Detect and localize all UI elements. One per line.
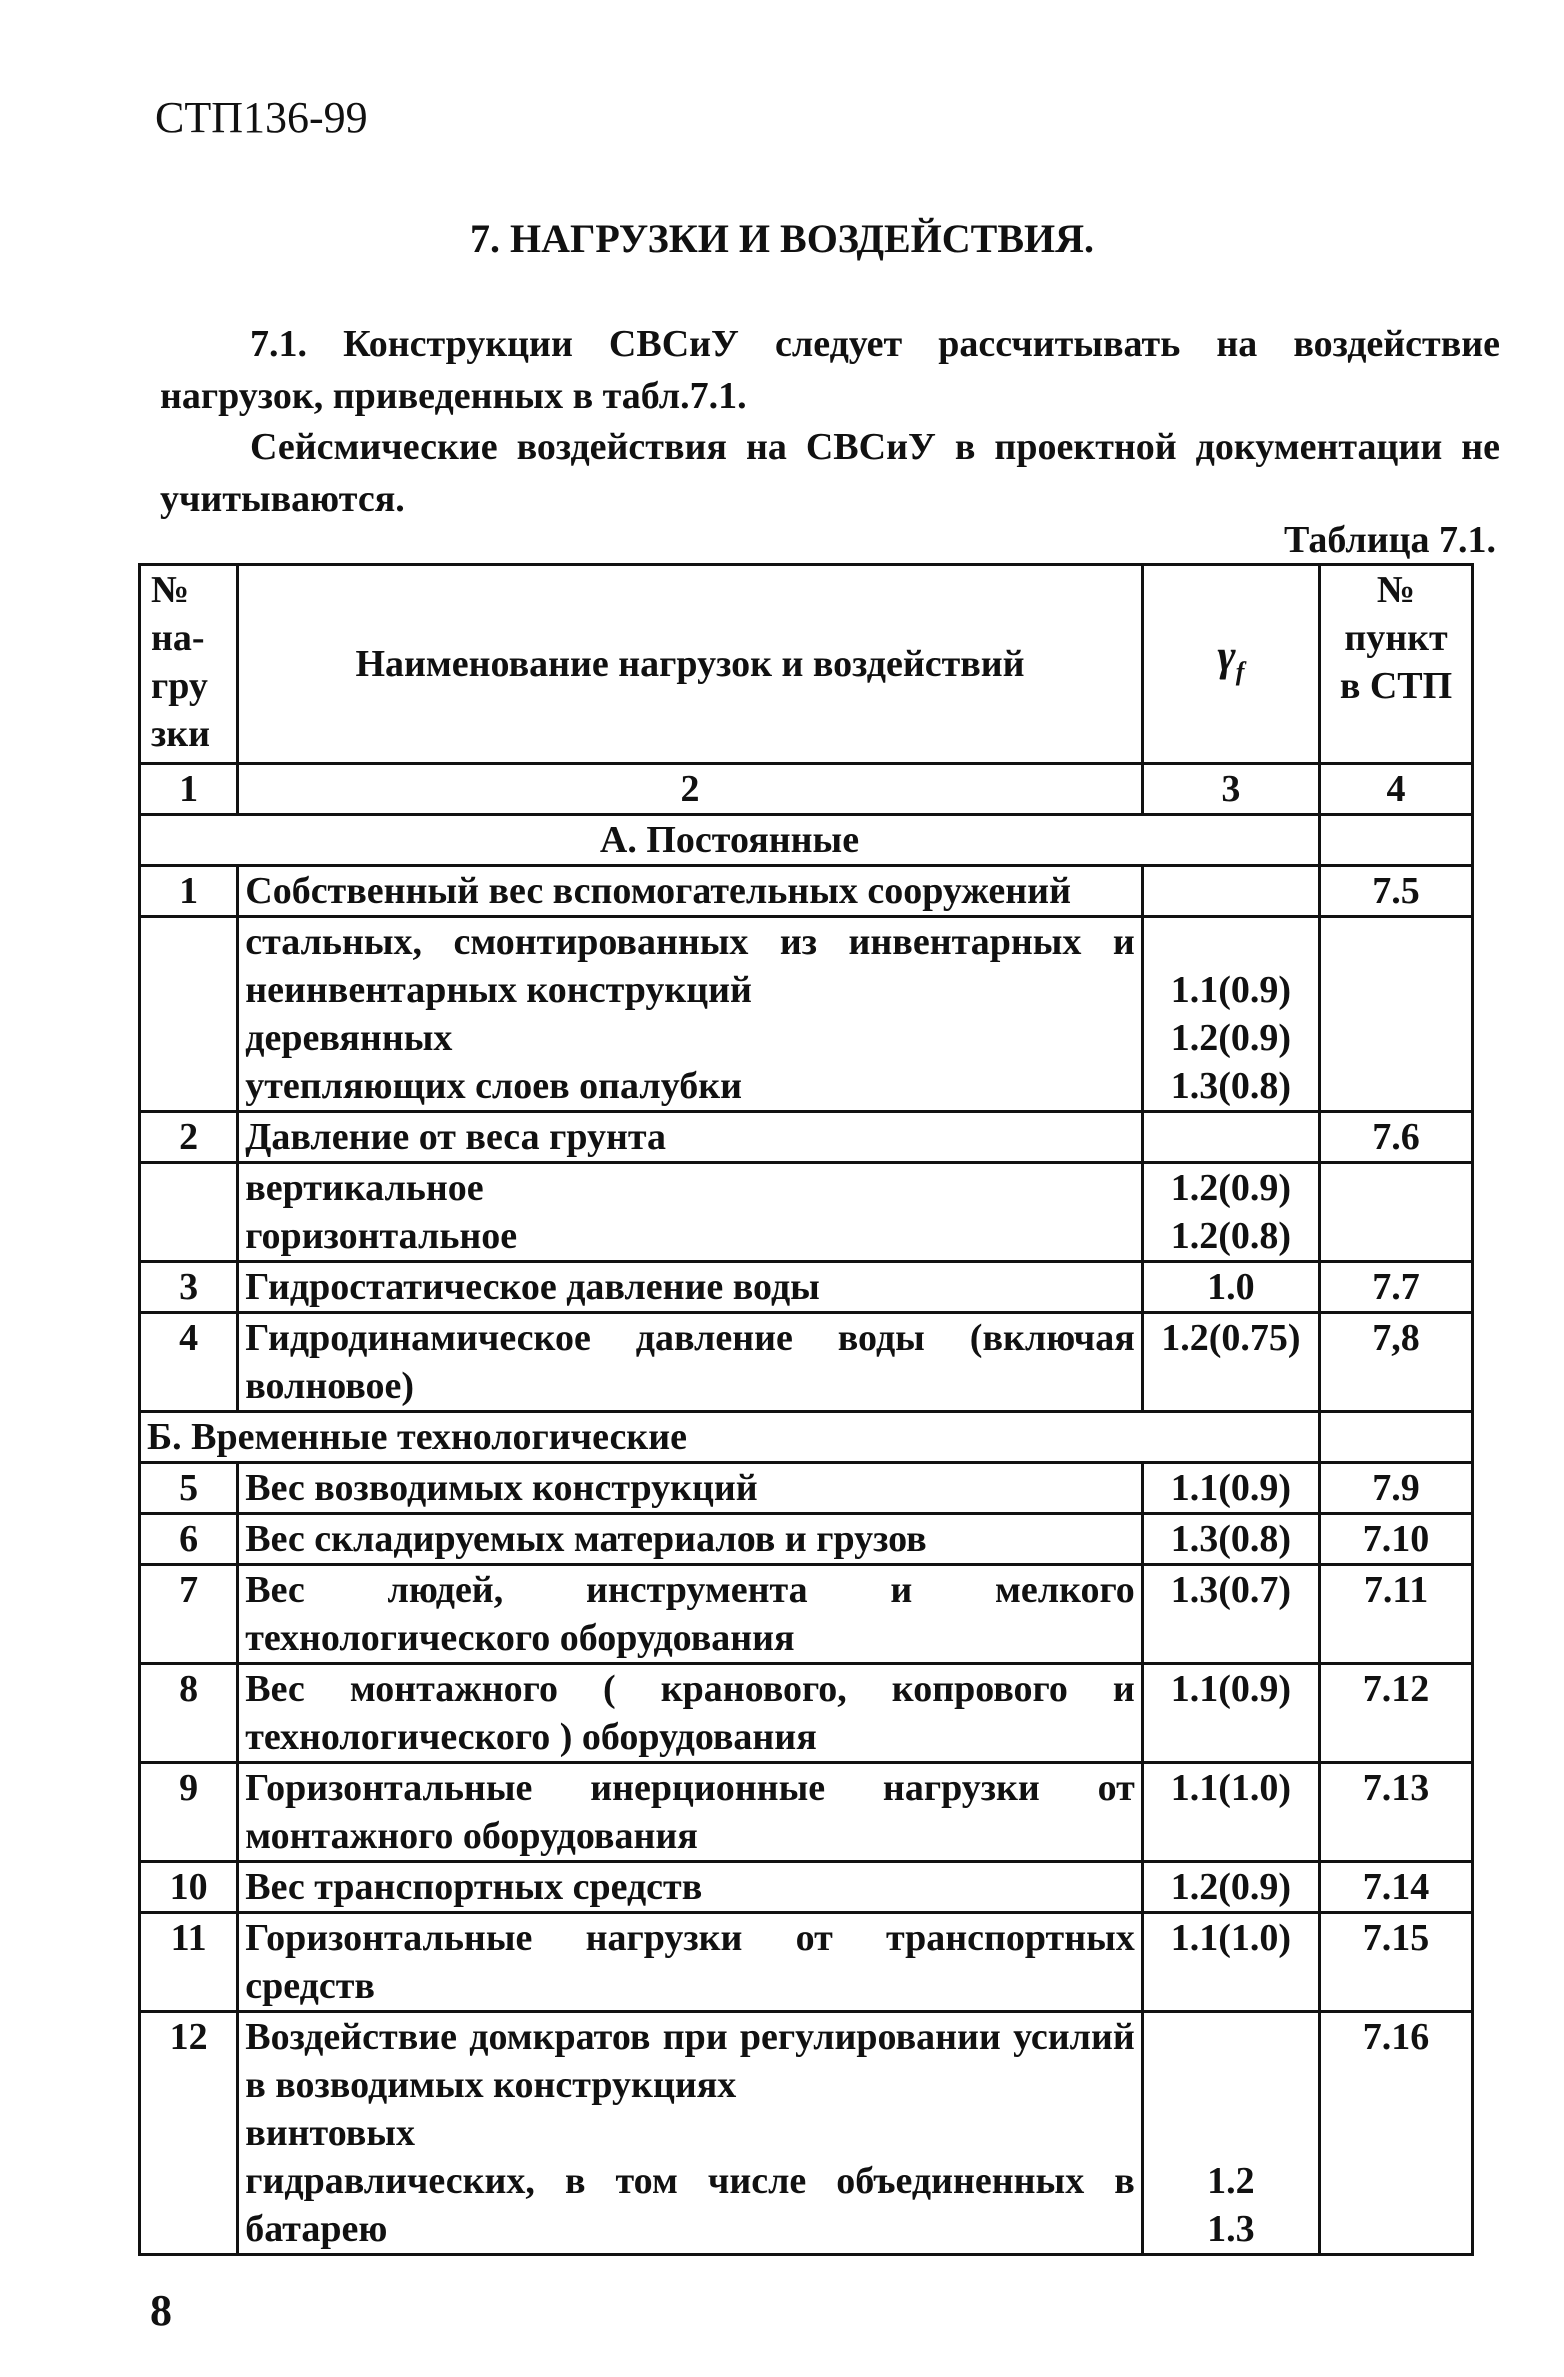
load-number: 4 bbox=[140, 1313, 238, 1412]
load-name-line: Горизонтальные инерционные нагрузки от монтажного оборудования bbox=[245, 1767, 1135, 1857]
gamma-value bbox=[1142, 1862, 1319, 1913]
gamma-value-line: 1.2(0.9) bbox=[1170, 1167, 1292, 1209]
clause-ref: 7.11 bbox=[1320, 1565, 1473, 1664]
load-name bbox=[238, 1664, 1143, 1763]
gamma-value-line bbox=[1150, 2013, 1312, 2061]
load-number bbox=[140, 917, 238, 1112]
gamma-value-line: 1.1(1.0) bbox=[1170, 1917, 1292, 1959]
gamma-value-line: 1.1(0.9) bbox=[1170, 969, 1292, 1011]
load-name-line: Горизонтальные нагрузки от транспортных средств bbox=[245, 1917, 1135, 2007]
header-clause bbox=[1320, 565, 1473, 764]
load-name bbox=[238, 1514, 1143, 1565]
gamma-value bbox=[1142, 1313, 1319, 1412]
header-c1-line: гру bbox=[151, 665, 208, 707]
load-name-line: винтовых bbox=[245, 2112, 415, 2154]
clause-ref: 7.7 bbox=[1320, 1262, 1473, 1313]
load-name-line: вертикальное bbox=[245, 1167, 484, 1209]
table-row bbox=[140, 866, 1473, 917]
header-gamma bbox=[1142, 565, 1319, 764]
load-number: 10 bbox=[140, 1862, 238, 1913]
load-name bbox=[238, 1313, 1143, 1412]
col-number: 2 bbox=[238, 764, 1143, 815]
load-name bbox=[238, 1862, 1143, 1913]
load-name-line: утепляющих слоев опалубки bbox=[245, 1065, 742, 1107]
load-name-line: Вес монтажного ( кранового, копрового и технологического ) оборудования bbox=[245, 1668, 1135, 1758]
gamma-value-line: 1.2(0.75) bbox=[1161, 1317, 1301, 1359]
load-name-line: стальных, смонтированных из инвентарных и неинвентарных конструкций bbox=[245, 921, 1135, 1011]
header-c4-line: в СТП bbox=[1339, 665, 1453, 707]
load-name bbox=[238, 1763, 1143, 1862]
table-row bbox=[140, 1913, 1473, 2012]
load-number: 8 bbox=[140, 1664, 238, 1763]
table-header-row bbox=[140, 565, 1473, 764]
group-empty-cell bbox=[1320, 815, 1473, 866]
clause-ref: 7.15 bbox=[1320, 1913, 1473, 2012]
gamma-value bbox=[1142, 917, 1319, 1112]
group-label: Б. Временные технологические bbox=[140, 1412, 1320, 1463]
clause-ref: 7.6 bbox=[1320, 1112, 1473, 1163]
header-c4-line: № bbox=[1376, 569, 1416, 611]
table-row bbox=[140, 1313, 1473, 1412]
clause-ref: 7,8 bbox=[1320, 1313, 1473, 1412]
clause-ref: 7.14 bbox=[1320, 1862, 1473, 1913]
load-name-line: Вес транспортных средств bbox=[245, 1866, 703, 1908]
load-name-line: Гидростатическое давление воды bbox=[245, 1266, 820, 1308]
gamma-value-line bbox=[1150, 2061, 1312, 2109]
header-c1-line: № bbox=[151, 569, 190, 611]
gamma-value-line: 1.3(0.7) bbox=[1170, 1569, 1292, 1611]
clause-ref: 7.12 bbox=[1320, 1664, 1473, 1763]
document-code: СТП136-99 bbox=[155, 93, 368, 142]
load-name bbox=[238, 2012, 1143, 2255]
table-row bbox=[140, 2012, 1473, 2255]
header-c4-line: пункт bbox=[1344, 617, 1448, 659]
table-row bbox=[140, 1112, 1473, 1163]
group-label: А. Постоянные bbox=[140, 815, 1320, 866]
page-number: 8 bbox=[150, 2286, 172, 2335]
load-name-line: Собственный вес вспомогательных сооружений bbox=[245, 870, 1071, 912]
header-load-number bbox=[140, 565, 238, 764]
gamma-value-line: 1.1(0.9) bbox=[1170, 1467, 1292, 1509]
gamma-value bbox=[1142, 2012, 1319, 2255]
load-name bbox=[238, 1565, 1143, 1664]
table-row bbox=[140, 1262, 1473, 1313]
col-number: 3 bbox=[1142, 764, 1319, 815]
clause-ref bbox=[1320, 1163, 1473, 1262]
gamma-value bbox=[1142, 1112, 1319, 1163]
gamma-value-line: 1.2 bbox=[1207, 2160, 1255, 2202]
gamma-value bbox=[1142, 1565, 1319, 1664]
load-number: 1 bbox=[140, 866, 238, 917]
gamma-value bbox=[1142, 866, 1319, 917]
loads-table bbox=[138, 563, 1474, 2256]
group-empty-cell bbox=[1320, 1412, 1473, 1463]
gamma-letter: γ bbox=[1217, 631, 1236, 681]
gamma-value-line: 1.2(0.9) bbox=[1170, 1017, 1292, 1059]
load-number: 5 bbox=[140, 1463, 238, 1514]
table-row bbox=[140, 917, 1473, 1112]
table-row bbox=[140, 1514, 1473, 1565]
gamma-value bbox=[1142, 1913, 1319, 2012]
load-name-line: Вес складируемых материалов и грузов bbox=[245, 1518, 927, 1560]
load-number: 9 bbox=[140, 1763, 238, 1862]
load-name-line: Воздействие домкратов при регулировании усилий в возводимых конструкциях bbox=[245, 2016, 1135, 2106]
gamma-value-line: 1.1(0.9) bbox=[1170, 1668, 1292, 1710]
load-name bbox=[238, 917, 1143, 1112]
col-number: 1 bbox=[140, 764, 238, 815]
gamma-value-line bbox=[1150, 918, 1312, 966]
table-body-permanent bbox=[140, 866, 1473, 1412]
gamma-value bbox=[1142, 1463, 1319, 1514]
table-row bbox=[140, 1763, 1473, 1862]
clause-ref: 7.9 bbox=[1320, 1463, 1473, 1514]
load-name-line: Вес людей, инструмента и мелкого технологического оборудования bbox=[245, 1569, 1135, 1659]
gamma-value-line: 1.3(0.8) bbox=[1170, 1065, 1292, 1107]
gamma-value-line: 1.3 bbox=[1207, 2208, 1255, 2250]
gamma-value-line: 1.2(0.8) bbox=[1170, 1215, 1292, 1257]
load-number: 12 bbox=[140, 2012, 238, 2255]
paragraph-seismic: Сейсмические воздействия на СВСиУ в проектной документации не учитываются. bbox=[160, 426, 1500, 520]
load-name bbox=[238, 1112, 1143, 1163]
paragraph-7-1: 7.1. Конструкции СВСиУ следует рассчитывать на воздействие нагрузок, приведенных в табл.7.1. bbox=[160, 323, 1500, 417]
table-row bbox=[140, 1862, 1473, 1913]
header-c1-line: зки bbox=[151, 713, 211, 755]
gamma-value bbox=[1142, 1262, 1319, 1313]
gamma-value-line: 1.0 bbox=[1207, 1266, 1255, 1308]
clause-ref: 7.13 bbox=[1320, 1763, 1473, 1862]
load-name bbox=[238, 866, 1143, 917]
header-load-name: Наименование нагрузок и воздействий bbox=[238, 565, 1143, 764]
load-number: 7 bbox=[140, 1565, 238, 1664]
column-number-row bbox=[140, 764, 1473, 815]
load-number: 11 bbox=[140, 1913, 238, 2012]
gamma-value-line: 1.1(1.0) bbox=[1170, 1767, 1292, 1809]
gamma-value-line: 1.2(0.9) bbox=[1170, 1866, 1292, 1908]
table-caption: Таблица 7.1. bbox=[1283, 519, 1496, 561]
clause-ref: 7.16 bbox=[1320, 2012, 1473, 2255]
gamma-value bbox=[1142, 1514, 1319, 1565]
gamma-symbol bbox=[1217, 631, 1245, 686]
table-row bbox=[140, 1163, 1473, 1262]
gamma-value bbox=[1142, 1763, 1319, 1862]
load-number: 2 bbox=[140, 1112, 238, 1163]
load-name bbox=[238, 1163, 1143, 1262]
table-body-temporary bbox=[140, 1463, 1473, 2255]
load-name-line: гидравлических, в том числе объединенных в батарею bbox=[245, 2160, 1135, 2250]
col-number: 4 bbox=[1320, 764, 1473, 815]
gamma-value-line: 1.3(0.8) bbox=[1170, 1518, 1292, 1560]
table-row bbox=[140, 1565, 1473, 1664]
load-name bbox=[238, 1463, 1143, 1514]
gamma-value-line bbox=[1150, 2109, 1312, 2157]
table-row bbox=[140, 1463, 1473, 1514]
section-title: 7. НАГРУЗКИ И ВОЗДЕЙСТВИЯ. bbox=[469, 216, 1095, 261]
load-name-line: Вес возводимых конструкций bbox=[245, 1467, 758, 1509]
clause-ref bbox=[1320, 917, 1473, 1112]
load-name-line: Давление от веса грунта bbox=[245, 1116, 667, 1158]
load-number: 6 bbox=[140, 1514, 238, 1565]
group-row-temporary bbox=[140, 1412, 1473, 1463]
load-name bbox=[238, 1913, 1143, 2012]
group-row-permanent bbox=[140, 815, 1473, 866]
gamma-value bbox=[1142, 1163, 1319, 1262]
gamma-subscript: f bbox=[1235, 656, 1245, 686]
load-name-line: горизонтальное bbox=[245, 1215, 518, 1257]
header-c1-line: на- bbox=[151, 617, 205, 659]
load-name bbox=[238, 1262, 1143, 1313]
gamma-value bbox=[1142, 1664, 1319, 1763]
load-number bbox=[140, 1163, 238, 1262]
clause-ref: 7.10 bbox=[1320, 1514, 1473, 1565]
load-name-line: деревянных bbox=[245, 1017, 453, 1059]
table-row bbox=[140, 1664, 1473, 1763]
clause-ref: 7.5 bbox=[1320, 866, 1473, 917]
load-number: 3 bbox=[140, 1262, 238, 1313]
load-name-line: Гидродинамическое давление воды (включая волновое) bbox=[245, 1317, 1135, 1407]
